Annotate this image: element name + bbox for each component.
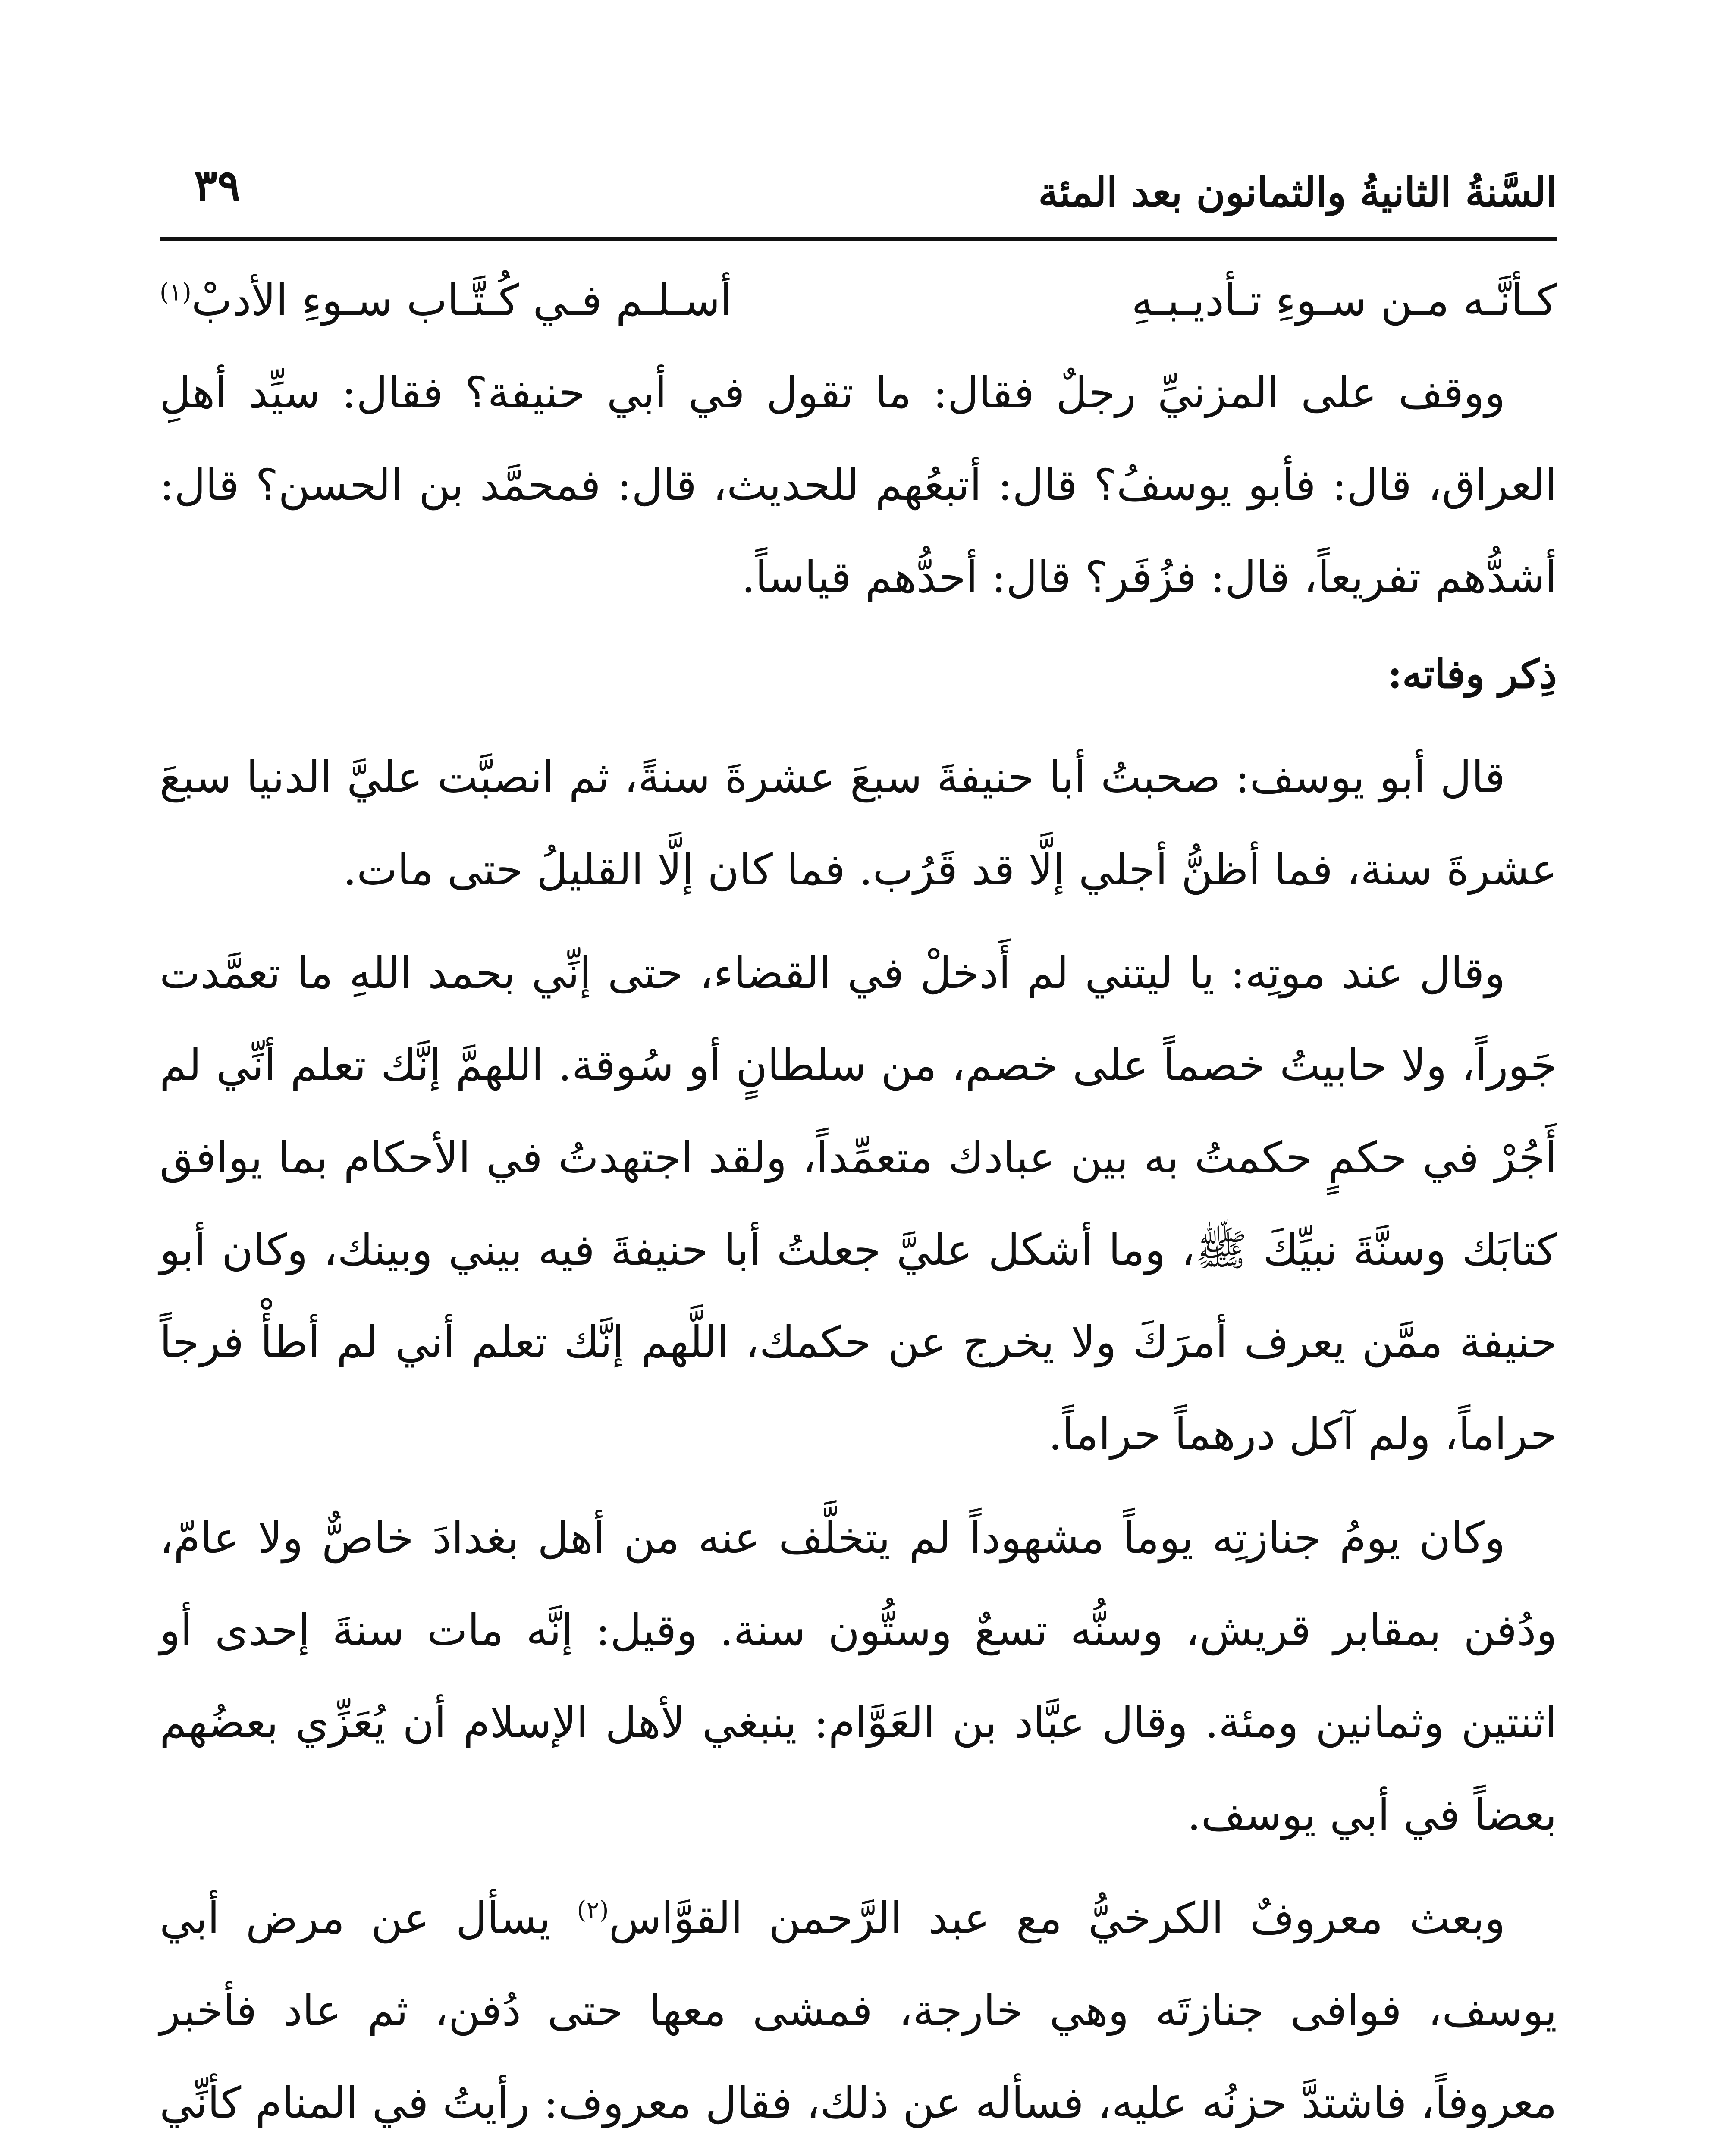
page-number: ٣٩ bbox=[194, 160, 241, 211]
paragraph-death-words: وقال عند موتِه: يا ليتني لم أَدخلْ في القضاء، حتى إنِّي بحمد اللهِ ما تعمَّدت جَوراً، ولا حابيتُ خصماً على خصم، من سلطانٍ أو سُوقة. اللهمَّ إنَّك تعلم أنِّي لم أَجُرْ في حكمٍ حكمتُ به بين عبادك متعمِّداً، ولقد اجتهدتُ في الأحكام بما يوافق كتابَك وسنَّةَ نبيِّكَ ﷺ، وما أشكل عليَّ جعلتُ أبا حنيفةَ فيه بيني وبينك، وكان أبو حنيفة ممَّن يعرف أمرَكَ ولا يخرج عن حكمك، اللَّهم إنَّك تعلم أني لم أطأْ فرجاً حراماً، ولم آكل درهماً حراماً. bbox=[160, 948, 1557, 1460]
verse-line bbox=[160, 254, 1557, 347]
verse-first-hemistich: كـأنَّـه مـن سـوءِ تـأديـبـهِ bbox=[1131, 275, 1557, 326]
running-header bbox=[160, 155, 1557, 233]
book-page bbox=[160, 155, 1557, 2156]
paragraph-abu-yusuf: قال أبو يوسف: صحبتُ أبا حنيفةَ سبعَ عشرةَ سنةً، ثم انصبَّت عليَّ الدنيا سبعَ عشرةَ سنة، فما أظنُّ أجلي إلَّا قد قَرُب. فما كان إلَّا القليلُ حتى مات. bbox=[160, 752, 1557, 895]
footnote-marker-1: (١) bbox=[160, 278, 191, 307]
running-title: السَّنةُ الثانيةُ والثمانون بعد المئة bbox=[1038, 169, 1557, 216]
paragraph-funeral: وكان يومُ جنازتِه يوماً مشهوداً لم يتخلَّف عنه من أهل بغدادَ خاصٌّ ولا عامّ، ودُفن بمقابر قريش، وسنُّه تسعٌ وستُّون سنة. وقيل: إنَّه مات سنةَ إحدى أو اثنتين وثمانين ومئة. وقال عبَّاد بن العَوَّام: ينبغي لأهل الإسلام أن يُعَزِّي بعضُهم بعضاً في أبي يوسف. bbox=[160, 1513, 1557, 1840]
paragraph-maruf-rest: يسأل عن مرض أبي يوسف، فوافى جنازتَه وهي خارجة، فمشى معها حتى دُفن، ثم عاد فأخبر معروفاً، فاشتدَّ حزنُه عليه، فسأله عن ذلك، فقال معروف: رأيتُ في المنام كأنِّي bbox=[160, 1893, 1557, 2128]
paragraph-maruf bbox=[160, 1872, 1557, 2156]
paragraph-muzani: ووقف على المزنيِّ رجلٌ فقال: ما تقول في أبي حنيفة؟ فقال: سيِّد أهلِ العراق، قال: فأبو يوسفُ؟ قال: أتبعُهم للحديث، قال: فمحمَّد بن الحسن؟ قال: أشدُّهم تفريعاً، قال: فزُفَر؟ قال: أحدُّهم قياساً. bbox=[160, 367, 1557, 602]
paragraph-maruf-start: وبعث معروفٌ الكرخيُّ مع عبد الرَّحمن القوَّاس bbox=[609, 1893, 1506, 1943]
verse-second-hemistich-text: أسـلـم فـي كُـتَّـاب سـوءِ الأدبْ bbox=[191, 275, 732, 326]
body-text bbox=[160, 254, 1557, 2156]
section-heading-wafat: ذِكر وفاته: bbox=[1388, 651, 1557, 697]
verse-second-hemistich bbox=[160, 254, 732, 347]
footnote-marker-2: (٢) bbox=[577, 1896, 609, 1924]
header-rule bbox=[160, 237, 1557, 241]
